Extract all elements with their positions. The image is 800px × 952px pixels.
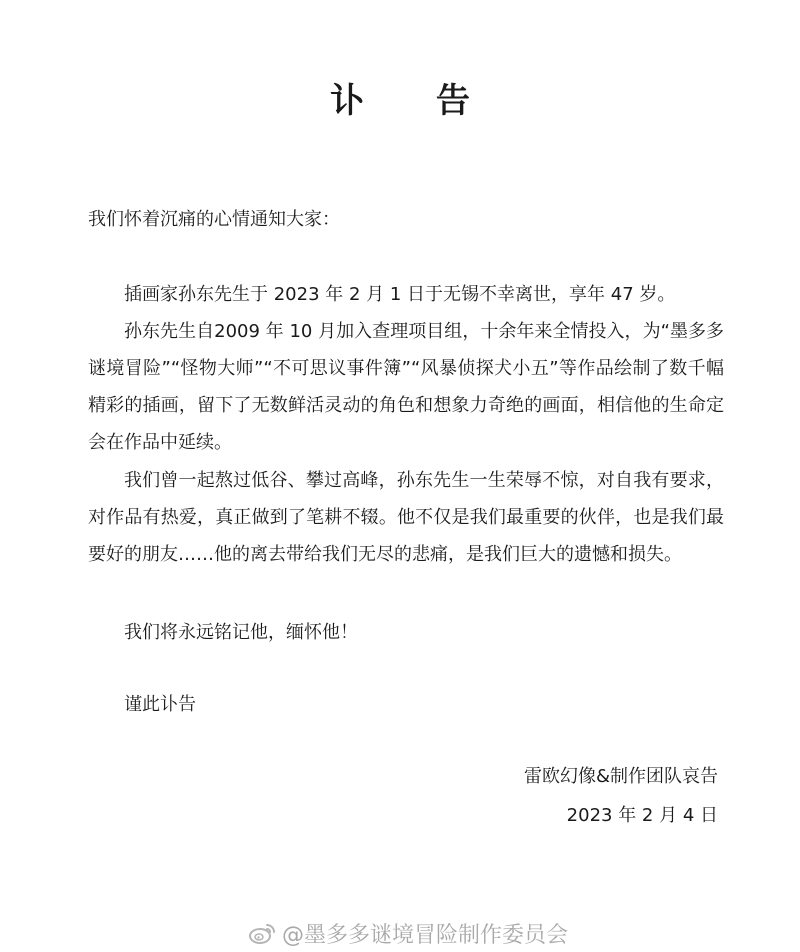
paragraph-career: 孙东先生自2009 年 10 月加入查理项目组，十余年来全情投入，为“墨多多谜境冒险”“怪物大师”“不可思议事件簿”“风暴侦探犬小五”等作品绘制了数千幅精彩的插画，留下了无数鲜活灵动的角色和想象力奇绝的画面，相信他的生命定会在作品中延续。 <box>88 321 724 453</box>
paragraph-tribute: 我们曾一起熬过低谷、攀过高峰，孙东先生一生荣辱不惊，对自我有要求，对作品有热爱，真正做到了笔耕不辍。他不仅是我们最重要的伙伴，也是我们最要好的朋友……他的离去带给我们无尽的悲痛，是我们巨大的遗憾和损失。 <box>88 470 724 565</box>
paragraph-death-announcement: 插画家孙东先生于 2023 年 2 月 1 日于无锡不幸离世，享年 47 岁。 <box>124 284 676 305</box>
watermark-text: @墨多多谜境冒险制作委员会 <box>282 922 569 948</box>
paragraph-closing: 谨此讣告 <box>124 694 196 715</box>
weibo-icon <box>248 921 276 945</box>
paragraph-remembrance: 我们将永远铭记他，缅怀他！ <box>124 622 358 643</box>
signature: 雷欧幻像&制作团队哀告 <box>523 766 718 787</box>
watermark <box>248 917 568 949</box>
notice-date: 2023 年 2 月 4 日 <box>566 805 718 826</box>
greeting: 我们怀着沉痛的心情通知大家： <box>88 209 340 230</box>
page-title: 讣 告 <box>330 81 500 121</box>
